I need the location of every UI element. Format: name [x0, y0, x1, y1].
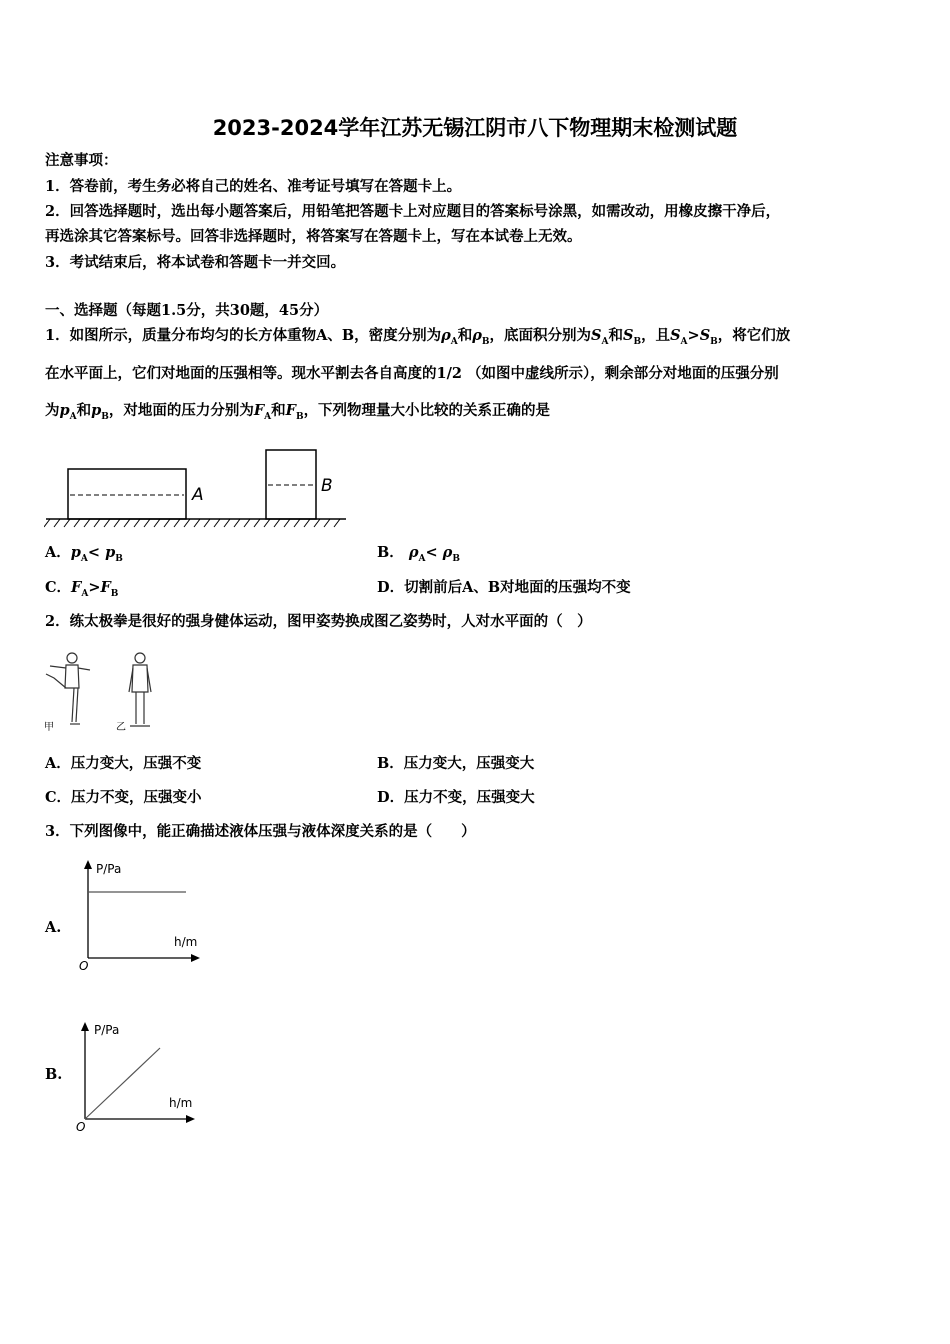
y-axis-label: P/Pa: [96, 862, 122, 876]
notice-heading: 注意事项：: [45, 152, 118, 169]
origin-label: O: [76, 1120, 86, 1134]
section-heading: 一、选择题（每题1.5分，共30题，45分）: [45, 302, 329, 319]
label-jia: 甲: [44, 722, 54, 733]
ground-hatch: [44, 519, 340, 527]
taichi-pose-jia: [46, 653, 90, 724]
q3-stem: 3．下列图像中，能正确描述液体压强与液体深度关系的是（ ）: [45, 823, 476, 840]
y-axis-arrow: [81, 1022, 89, 1031]
q2-option-c[interactable]: C．压力不变，压强变小: [45, 789, 202, 806]
y-axis-arrow: [84, 860, 92, 869]
q1-line1: 1．如图所示，质量分布均匀的长方体重物A、B，密度分别为$\rho_A$和$\rho_B$，底面积分别为$S_A$和$S_B$，且$S_A>S_B$，将它们放: [45, 327, 791, 347]
q3-option-a[interactable]: A.: [45, 919, 62, 936]
x-axis-arrow: [191, 954, 200, 962]
block-a: [68, 469, 186, 519]
q2-option-b[interactable]: B．压力变大，压强变大: [377, 755, 535, 772]
q2-stem: 2．练太极拳是很好的强身健体运动，图甲姿势换成图乙姿势时，人对水平面的（ ）: [45, 613, 592, 630]
page-title: 2023-2024学年江苏无锡江阴市八下物理期末检测试题: [212, 116, 738, 140]
q3-graph-b: [72, 1018, 207, 1136]
taichi-pose-yi: [129, 653, 151, 726]
origin-label: O: [79, 959, 89, 973]
x-axis-label: h/m: [169, 1096, 193, 1110]
q1-option-b[interactable]: B． $\rho_A< \rho_B$: [377, 544, 460, 564]
q3-option-b[interactable]: B.: [45, 1066, 63, 1083]
notice-item: 再选涂其它答案标号。回答非选择题时，将答案写在答题卡上，写在本试卷上无效。: [45, 228, 582, 245]
q1-line3: 为$p_A$和$p_B$，对地面的压力分别为$F_A$和$F_B$，下列物理量大小比较的关系正确的是: [45, 402, 551, 422]
y-axis-label: P/Pa: [94, 1023, 120, 1037]
notice-item: 2．回答选择题时，选出每小题答案后，用铅笔把答题卡上对应题目的答案标号涂黑，如需改动，用橡皮擦干净后，: [45, 203, 781, 220]
q2-option-d[interactable]: D．压力不变，压强变大: [377, 789, 535, 806]
block-a-label: A: [192, 485, 204, 505]
q3-graph-a: [72, 858, 207, 973]
q1-option-d[interactable]: D．切割前后A、B对地面的压强均不变: [377, 579, 631, 596]
q1-line2: 在水平面上，它们对地面的压强相等。现水平割去各自高度的1/2 （如图中虚线所示），剩余部分对地面的压强分别: [45, 365, 779, 382]
x-axis-arrow: [186, 1115, 195, 1123]
notice-item: 1．答卷前，考生务必将自己的姓名、准考证号填写在答题卡上。: [45, 178, 462, 195]
label-yi: 乙: [116, 722, 126, 733]
block-b-label: B: [321, 476, 333, 496]
x-axis-label: h/m: [174, 935, 198, 949]
q2-figure: [42, 648, 162, 734]
q2-option-a[interactable]: A．压力变大，压强不变: [45, 755, 202, 772]
q1-option-c[interactable]: C．$F_A>F_B$: [45, 579, 119, 599]
q1-figure: [44, 445, 349, 530]
q1-option-a[interactable]: A．$p_A< p_B$: [45, 544, 123, 564]
notice-item: 3．考试结束后，将本试卷和答题卡一并交回。: [45, 254, 346, 271]
graph-line: [85, 1048, 160, 1119]
